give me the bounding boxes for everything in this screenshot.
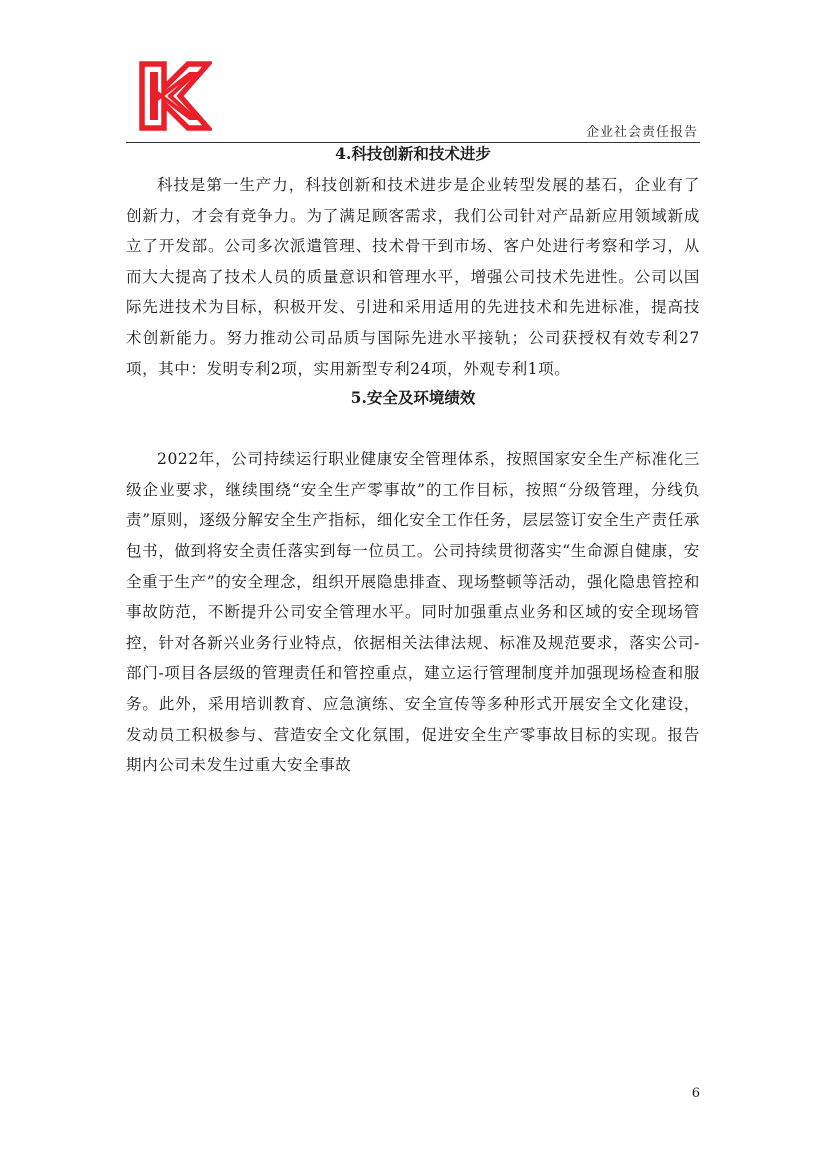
section-body-tech: 科技是第一生产力，科技创新和技术进步是企业转型发展的基石，企业有了创新力，才会有竞争力。为了满足顾客需求，我们公司针对产品新应用领域新成立了开发部。公司多次派遣管理、技术骨干到市场、客户处进行考察和学习，从而大大提高了技术人员的质量意识和管理水平，增强公司技术先进性。公司以国际先进技术为目标，积极开发、引进和采用适用的先进技术和先进标准，提高技术创新能力。努力推动公司品质与国际先进水平接轨；公司获授权有效专利27项，其中：发明专利2项，实用新型专利24项，外观专利1项。 xyxy=(126,176,700,378)
k-logo-icon xyxy=(138,60,212,132)
section-heading-safety: 5.安全及环境绩效 xyxy=(350,388,476,408)
report-header-title: 企业社会责任报告 xyxy=(585,125,698,140)
section-body-safety: 2022年，公司持续运行职业健康安全管理体系，按照国家安全生产标准化三级企业要求，继续围绕“安全生产零事故”的工作目标，按照“分级管理，分线负责”原则，逐级分解安全生产指标，细化安全工作任务，层层签订安全生产责任承包书，做到将安全责任落实到每一位员工。公司持续贯彻落实“生命源自健康，安全重于生产”的安全理念，组织开展隐患排查、现场整顿等活动，强化隐患管控和事故防范，不断提升公司安全管理水平。同时加强重点业务和区域的安全现场管控，针对各新兴业务行业特点，依据相关法律法规、标准及规范要求，落实公司-部门-项目各层级的管理责任和管控重点，建立运行管理制度并加强现场检查和服务。此外，采用培训教育、应急演练、安全宣传等多种形式开展安全文化建设，发动员工积极参与、营造安全文化氛围，促进安全生产零事故目标的实现。报告期内公司未发生过重大安全事故 xyxy=(126,450,700,775)
page-number: 6 xyxy=(691,1086,700,1101)
document-body xyxy=(126,140,700,781)
section-heading-tech: 4.科技创新和技术进步 xyxy=(335,144,491,163)
